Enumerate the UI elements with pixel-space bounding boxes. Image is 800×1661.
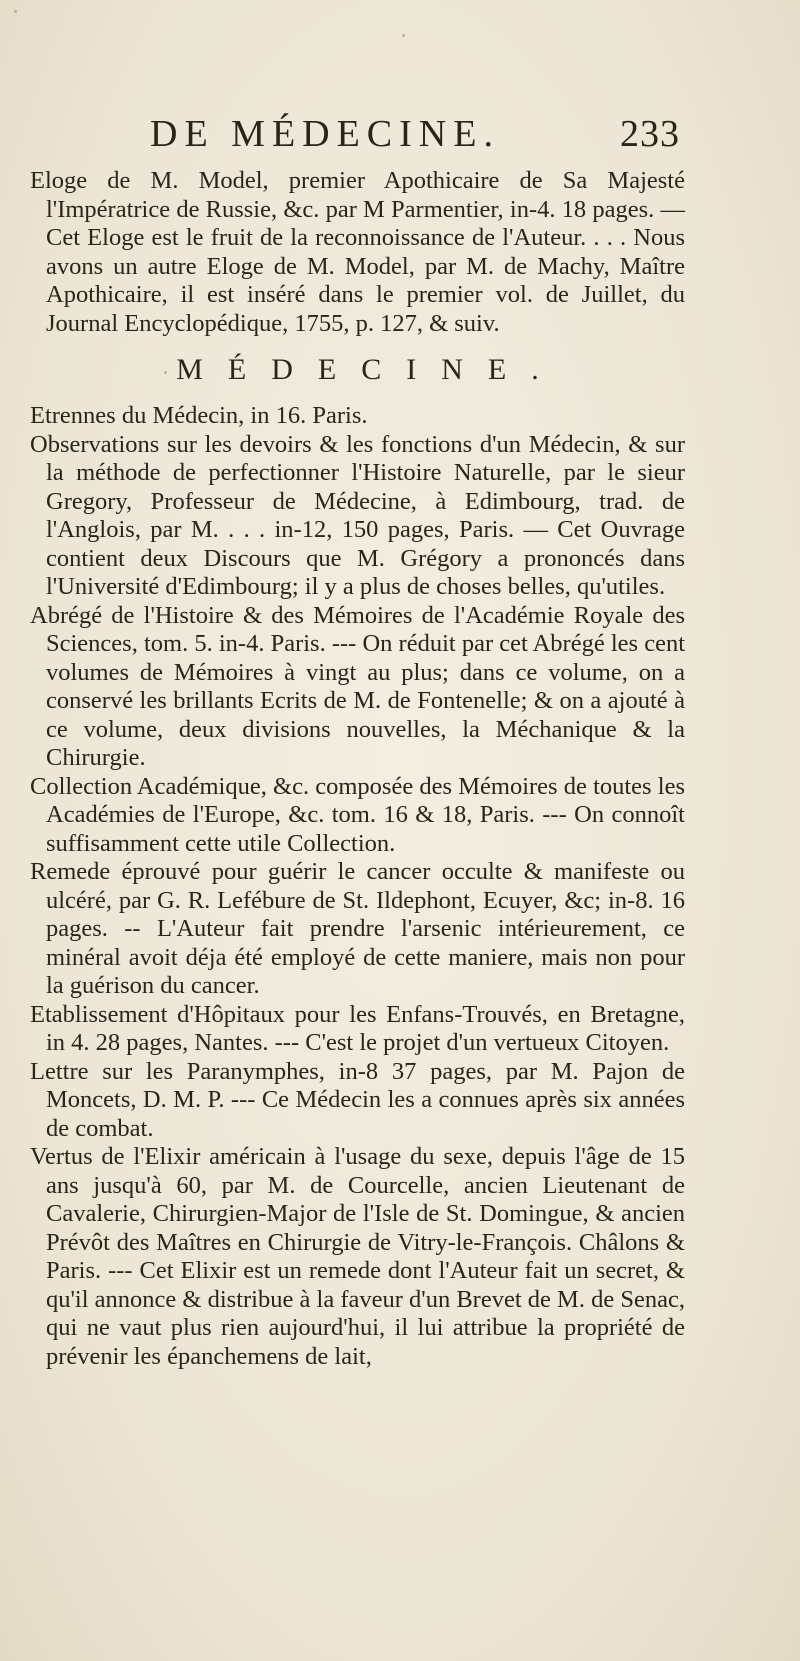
ink-speck xyxy=(14,10,17,13)
bibliography-entry: Vertus de l'Elixir américain à l'usage du sexe, depuis l'âge de 15 ans jusqu'à 60, par M. de Courcelle, ancien Lieutenant de Cavalerie, Chirurgien-Major de l'Isle de St. Domingue, & ancien Prévôt des Maîtres en Chirurgie de Vitry-le-François. Châlons & Paris. --- Cet Elixir est un remede dont l'Auteur fait un secret, & qu'il annonce & distribue à la faveur d'un Brevet de M. de Senac, qui ne vaut plus rien aujourd'hui, il lui attribue la propriété de prévenir les épanchemens de lait, xyxy=(30,1143,685,1370)
page-number: 233 xyxy=(620,113,680,155)
running-head-title: DE MÉDECINE. xyxy=(150,113,500,155)
section-heading: MÉDECINE. xyxy=(176,353,564,386)
running-head xyxy=(150,112,680,162)
bibliography-entry: Etablissement d'Hôpitaux pour les Enfans-Trouvés, en Bretagne, in 4. 28 pages, Nantes. --- C'est le projet d'un vertueux Citoyen. xyxy=(30,1000,685,1056)
bibliography-entry: Eloge de M. Model, premier Apothicaire de Sa Majesté l'Impératrice de Russie, &c. par M Parmentier, in-4. 18 pages. — Cet Eloge est le fruit de la reconnoissance de l'Auteur. . . . Nous avons un autre Eloge de M. Model, par M. de Machy, Maître Apothicaire, il est inséré dans le premier vol. de Juillet, du Journal Encyclopédique, 1755, p. 127, & suiv. xyxy=(30,167,685,337)
bibliography-column xyxy=(30,167,685,1371)
bibliography-entry: Observations sur les devoirs & les fonctions d'un Médecin, & sur la méthode de perfectionner l'Histoire Naturelle, par le sieur Gregory, Professeur de Médecine, à Edimbourg, trad. de l'Anglois, par M. . . . in-12, 150 pages, Paris. — Cet Ouvrage contient deux Discours que M. Grégory a prononcés dans l'Université d'Edimbourg; il y a plus de choses belles, qu'utiles. xyxy=(30,430,685,600)
ink-speck xyxy=(402,34,405,37)
bibliography-entry: Abrégé de l'Histoire & des Mémoires de l'Académie Royale des Sciences, tom. 5. in-4. Paris. --- On réduit par cet Abrégé les cent volumes de Mémoires à vingt au plus; dans ce volume, on a conservé les brillants Ecrits de M. de Fontenelle; & on a ajouté à ce volume, deux divisions nouvelles, la Méchanique & la Chirurgie. xyxy=(30,601,685,771)
bibliography-entry: Lettre sur les Paranymphes, in-8 37 pages, par M. Pajon de Moncets, D. M. P. --- Ce Médecin les a connues après six années de combat. xyxy=(30,1057,685,1142)
bibliography-entry: Etrennes du Médecin, in 16. Paris. xyxy=(30,402,368,429)
bibliography-entry: Collection Académique, &c. composée des Mémoires de toutes les Académies de l'Europe, &c. tom. 16 & 18, Paris. --- On connoît suffisamment cette utile Collection. xyxy=(30,772,685,857)
bibliography-entry: Remede éprouvé pour guérir le cancer occulte & manifeste ou ulcéré, par G. R. Lefébure de St. Ildephont, Ecuyer, &c; in-8. 16 pages. -- L'Auteur fait prendre l'arsenic intérieurement, ce minéral avoit déja été employé de cette maniere, mais non pour la guérison du cancer. xyxy=(30,858,685,999)
